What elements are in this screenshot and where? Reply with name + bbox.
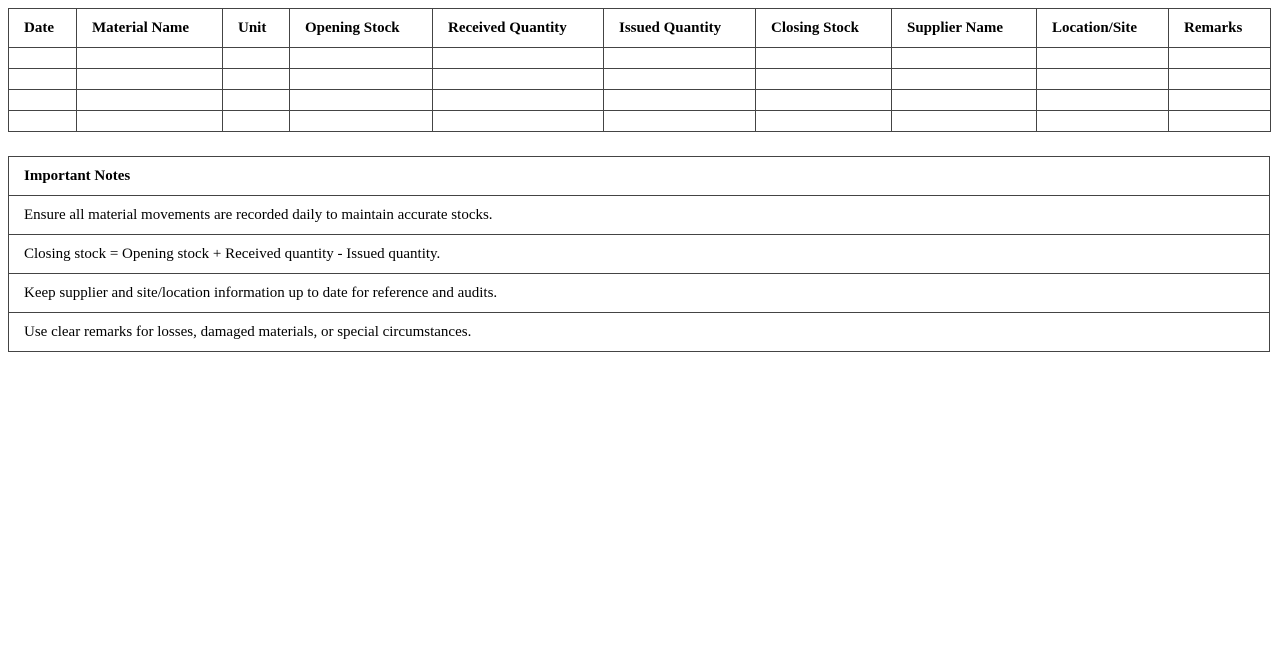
cell-location-site[interactable] — [1037, 90, 1169, 111]
material-stock-table — [8, 8, 1271, 132]
table-row — [9, 69, 1271, 90]
cell-received-quantity[interactable] — [433, 90, 604, 111]
cell-date[interactable] — [9, 69, 77, 90]
cell-unit[interactable] — [223, 90, 290, 111]
cell-closing-stock[interactable] — [756, 69, 892, 90]
notes-title: Important Notes — [24, 168, 131, 184]
cell-issued-quantity[interactable] — [604, 90, 756, 111]
cell-closing-stock[interactable] — [756, 90, 892, 111]
cell-remarks[interactable] — [1169, 69, 1271, 90]
cell-unit[interactable] — [223, 69, 290, 90]
cell-remarks[interactable] — [1169, 111, 1271, 132]
table-row — [9, 90, 1271, 111]
cell-date[interactable] — [9, 111, 77, 132]
cell-location-site[interactable] — [1037, 111, 1169, 132]
header-date: Date — [9, 9, 77, 48]
cell-material-name[interactable] — [77, 90, 223, 111]
header-closing-stock: Closing Stock — [756, 9, 892, 48]
cell-opening-stock[interactable] — [290, 69, 433, 90]
cell-location-site[interactable] — [1037, 69, 1169, 90]
header-issued-quantity: Issued Quantity — [604, 9, 756, 48]
cell-opening-stock[interactable] — [290, 111, 433, 132]
note-item: Use clear remarks for losses, damaged materials, or special circumstances. — [9, 312, 1269, 351]
cell-received-quantity[interactable] — [433, 111, 604, 132]
cell-issued-quantity[interactable] — [604, 111, 756, 132]
cell-date[interactable] — [9, 48, 77, 69]
cell-supplier-name[interactable] — [892, 111, 1037, 132]
header-location-site: Location/Site — [1037, 9, 1169, 48]
note-item: Closing stock = Opening stock + Received quantity - Issued quantity. — [9, 234, 1269, 273]
cell-opening-stock[interactable] — [290, 90, 433, 111]
header-received-quantity: Received Quantity — [433, 9, 604, 48]
cell-material-name[interactable] — [77, 48, 223, 69]
cell-issued-quantity[interactable] — [604, 48, 756, 69]
page-content — [8, 8, 1270, 352]
cell-unit[interactable] — [223, 111, 290, 132]
cell-supplier-name[interactable] — [892, 48, 1037, 69]
important-notes-box — [8, 156, 1270, 352]
cell-supplier-name[interactable] — [892, 69, 1037, 90]
cell-closing-stock[interactable] — [756, 111, 892, 132]
header-opening-stock: Opening Stock — [290, 9, 433, 48]
cell-material-name[interactable] — [77, 69, 223, 90]
cell-date[interactable] — [9, 90, 77, 111]
header-supplier-name: Supplier Name — [892, 9, 1037, 48]
table-row — [9, 48, 1271, 69]
cell-material-name[interactable] — [77, 111, 223, 132]
cell-issued-quantity[interactable] — [604, 69, 756, 90]
cell-remarks[interactable] — [1169, 48, 1271, 69]
cell-remarks[interactable] — [1169, 90, 1271, 111]
cell-location-site[interactable] — [1037, 48, 1169, 69]
table-header-row — [9, 9, 1271, 48]
header-material-name: Material Name — [77, 9, 223, 48]
header-remarks: Remarks — [1169, 9, 1271, 48]
note-item: Ensure all material movements are recorded daily to maintain accurate stocks. — [9, 195, 1269, 234]
header-unit: Unit — [223, 9, 290, 48]
table-row — [9, 111, 1271, 132]
cell-received-quantity[interactable] — [433, 48, 604, 69]
cell-closing-stock[interactable] — [756, 48, 892, 69]
cell-unit[interactable] — [223, 48, 290, 69]
cell-opening-stock[interactable] — [290, 48, 433, 69]
note-item: Keep supplier and site/location information up to date for reference and audits. — [9, 273, 1269, 312]
cell-received-quantity[interactable] — [433, 69, 604, 90]
cell-supplier-name[interactable] — [892, 90, 1037, 111]
